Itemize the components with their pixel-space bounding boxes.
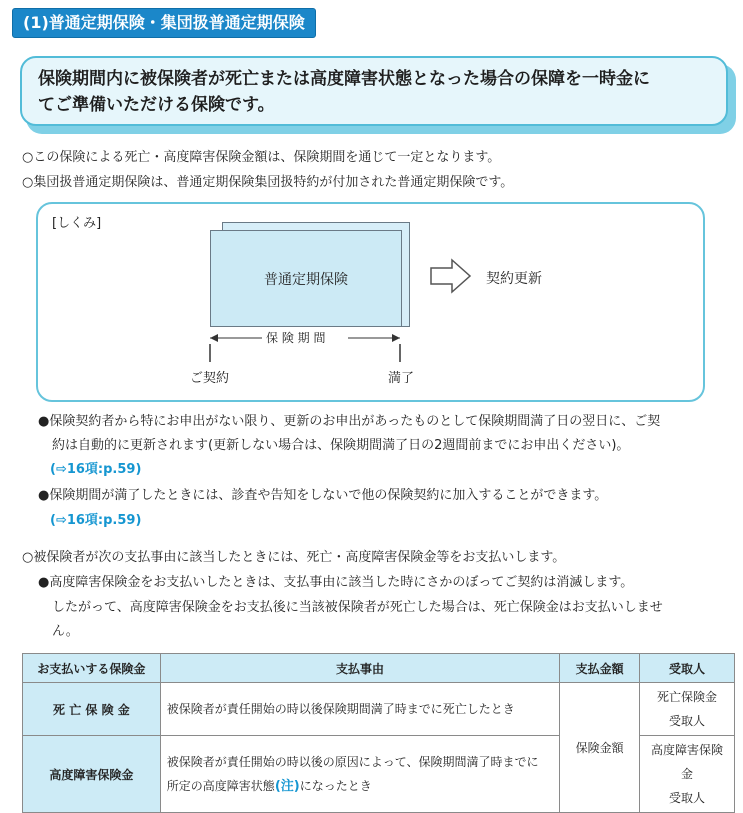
intro-line-1: 保険期間内に被保険者が死亡または高度障害状態となった場合の保障を一時金に	[38, 69, 650, 89]
note-2: ○集団扱普通定期保険は、普通定期保険集団扱特約が付加された普通定期保険です。	[22, 175, 514, 190]
payment-bullet-1: ●高度障害保険金をお支払いしたときは、支払事由に該当した時にさかのぼってご契約は消滅します。	[38, 575, 634, 590]
note-1: ○この保険による死亡・高度障害保険金額は、保険期間を通じて一定となります。	[22, 150, 501, 165]
death-recipient-line-1: 死亡保険金	[657, 690, 718, 704]
death-recipient-line-2: 受取人	[669, 714, 706, 728]
section-title: (1)普通定期保険・集団扱普通定期保険	[12, 8, 316, 38]
bullet-1-ref-link[interactable]: (⇨16項:p.59)	[50, 462, 142, 477]
bullet-1-line-2: 約は自動的に更新されます(更新しない場合は、保険期間満了日の2週間前までにお申出ください)。	[52, 438, 630, 453]
benefit-amount: 保険金額	[560, 683, 640, 813]
disability-reason-tail: になったとき	[299, 778, 372, 793]
table-row	[23, 683, 735, 736]
bullet-1-line-1: ●保険契約者から特にお申出がない限り、更新のお申出があったものとして保険期間満了日の翌日に、ご契	[38, 414, 661, 429]
bullet-2-ref-link[interactable]: (⇨16項:p.59)	[50, 513, 142, 528]
header-benefit: お支払いする保険金	[23, 654, 161, 683]
intro-box	[20, 56, 728, 126]
disability-reason-text: 所定の高度障害状態	[166, 778, 275, 793]
intro-line-2: てご準備いただける保険です。	[38, 95, 275, 115]
death-benefit-recipient	[640, 683, 735, 736]
renewal-label: 契約更新	[486, 271, 542, 287]
start-label: ご契約	[190, 371, 230, 386]
death-benefit-name: 死 亡 保 険 金	[23, 683, 161, 736]
disability-reason-line-1: 被保険者が責任開始の時以後の原因によって、保険期間満了時までに	[166, 754, 539, 769]
disability-benefit-recipient	[640, 736, 735, 813]
note-link[interactable]: (注)	[274, 778, 300, 794]
payment-bullet-3: ん。	[52, 624, 79, 639]
policy-box	[210, 230, 402, 327]
table-header-row	[23, 654, 735, 683]
death-benefit-reason: 被保険者が責任開始の時以後保険期間満了時までに死亡したとき	[160, 683, 559, 736]
disability-benefit-reason	[160, 736, 559, 813]
bullet-2-line-1: ●保険期間が満了したときには、診査や告知をしないで他の保険契約に加入することができます。	[38, 488, 608, 503]
disability-benefit-name: 高度障害保険金	[23, 736, 161, 813]
disability-recipient-line-1: 高度障害保険金	[651, 743, 724, 781]
disability-reason-line-2	[167, 774, 553, 799]
header-amount: 支払金額	[560, 654, 640, 683]
period-label: 保 険 期 間	[266, 331, 326, 345]
header-recipient: 受取人	[640, 654, 735, 683]
disability-recipient-line-2: 受取人	[669, 791, 706, 805]
end-label: 満了	[388, 371, 415, 386]
benefit-table	[22, 653, 735, 813]
payment-intro: ○被保険者が次の支払事由に該当したときには、死亡・高度障害保険金等をお支払いします。	[22, 550, 566, 565]
header-reason: 支払事由	[160, 654, 559, 683]
policy-box-label: 普通定期保険	[264, 271, 348, 288]
payment-bullet-2: したがって、高度障害保険金をお支払後に当該被保険者が死亡した場合は、死亡保険金はお支払いしませ	[52, 600, 663, 615]
diagram-label: [しくみ]	[52, 216, 102, 231]
right-arrow-icon	[430, 258, 472, 294]
